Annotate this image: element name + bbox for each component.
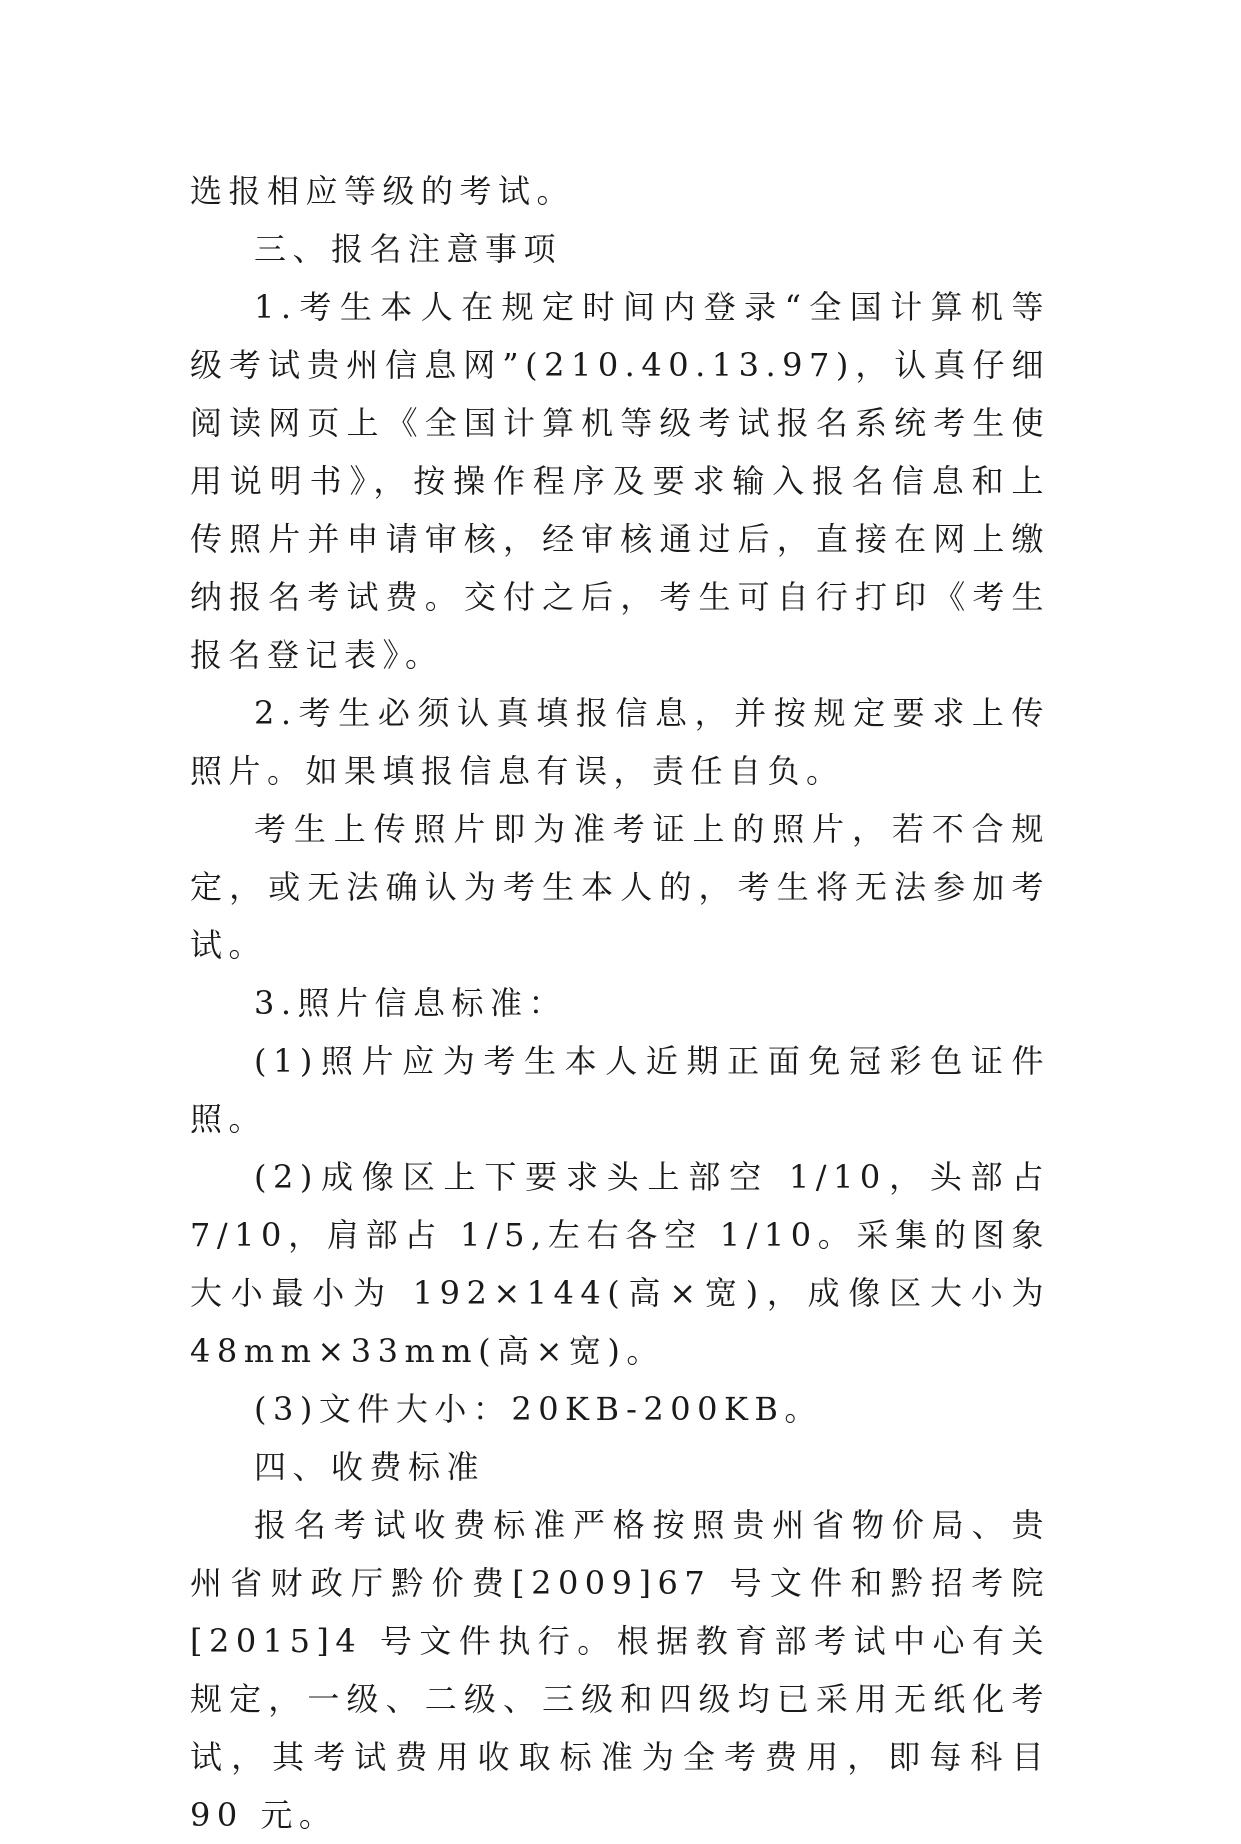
paragraph-item-3: 3.照片信息标准： bbox=[254, 984, 568, 1022]
paragraph-item-1: 1.考生本人在规定时间内登录“全国计算机等级考试贵州信息网”(210.40.13.97)，认真仔细阅读网页上《全国计算机等级考试报名系统考生使用说明书》，按操作程序及要求输入报名信息和上传照片并申请审核，经审核通过后，直接在网上缴纳报名考试费。交付之后，考生可自行打印《考生报名登记表》。 bbox=[190, 288, 1050, 674]
paragraph-photo-note: 考生上传照片即为准考证上的照片，若不合规定，或无法确认为考生本人的，考生将无法参加考试。 bbox=[190, 810, 1050, 964]
paragraph-photo-rule-1: (1)照片应为考生本人近期正面免冠彩色证件照。 bbox=[190, 1042, 1050, 1138]
paragraph-photo-rule-2: (2)成像区上下要求头上部空 1/10，头部占 7/10，肩部占 1/5,左右各空 1/10。采集的图象大小最小为 192×144(高×宽)，成像区大小为 48mm×33mm(高×宽)。 bbox=[190, 1158, 1050, 1370]
paragraph-item-2: 2.考生必须认真填报信息，并按规定要求上传照片。如果填报信息有误，责任自负。 bbox=[190, 694, 1050, 790]
paragraph-continuation: 选报相应等级的考试。 bbox=[190, 172, 576, 210]
paragraph-photo-rule-3: (3)文件大小：20KB-200KB。 bbox=[254, 1390, 823, 1428]
paragraph-fee-details: 报名考试收费标准严格按照贵州省物价局、贵州省财政厅黔价费[2009]67 号文件和黔招考院[2015]4 号文件执行。根据教育部考试中心有关规定，一级、二级、三级和四级均已采用无纸化考试，其考试费用收取标准为全考费用，即每科目 90 元。 bbox=[190, 1506, 1050, 1834]
section-heading-registration-notes: 三、报名注意事项 bbox=[254, 230, 563, 268]
document-body bbox=[190, 162, 1050, 1844]
section-heading-fee-standard: 四、收费标准 bbox=[254, 1448, 486, 1486]
